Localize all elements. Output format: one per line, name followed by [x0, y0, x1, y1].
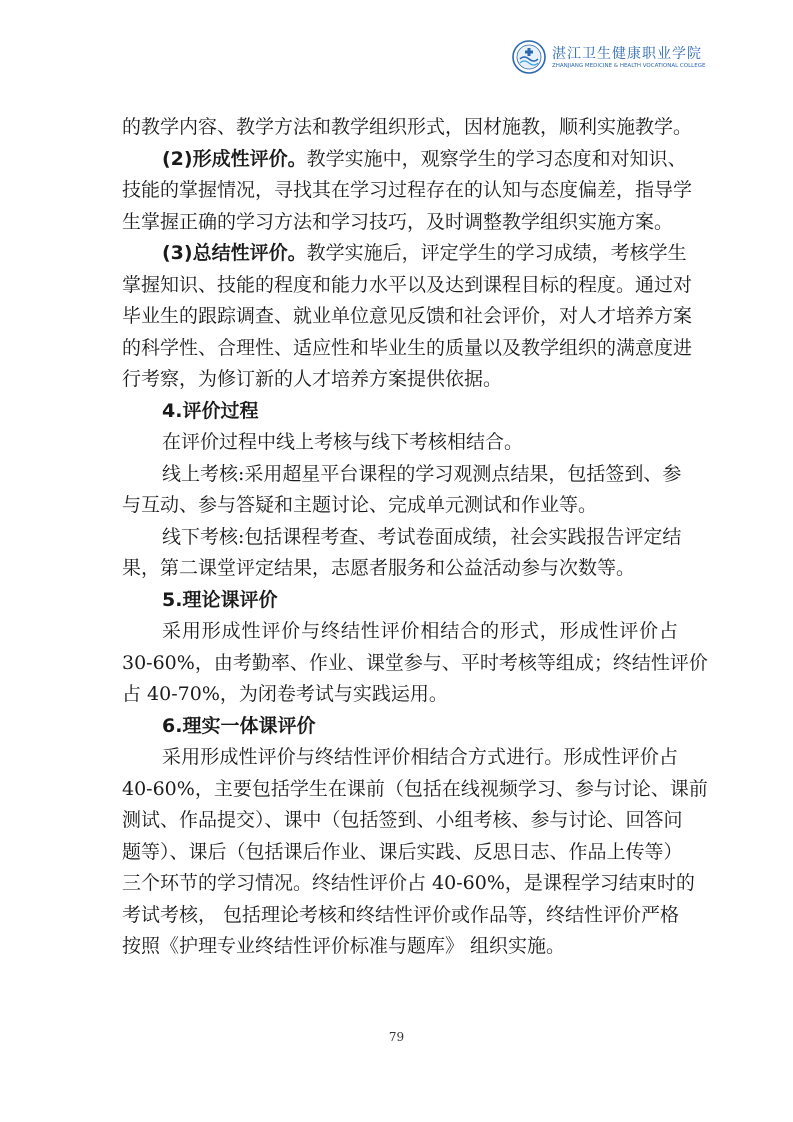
body-line: 掌握知识、技能的程度和能力水平以及达到课程目标的程度。通过对 — [122, 273, 693, 296]
body-line: 在评价过程中线上考核与线下考核相结合。 — [162, 431, 524, 453]
section-heading: 6.理实一体课评价 — [162, 714, 316, 737]
body-line: 线下考核:包括课程考查、考试卷面成绩，社会实践报告评定结 — [162, 525, 682, 548]
page-number: 79 — [388, 1030, 405, 1044]
body-line: 40-60%，主要包括学生在课前（包括在线视频学习、参与讨论、课前 — [122, 777, 708, 800]
body-line: 线上考核:采用超星平台课程的学习观测点结果，包括签到、参 — [162, 462, 682, 485]
body-line — [122, 144, 687, 176]
body-line: 毕业生的跟踪调查、就业单位意见反馈和社会评价，对人才培养方案 — [122, 305, 693, 327]
summative-eval-heading: (3)总结性评价。 — [162, 242, 307, 264]
college-name-cn: 湛江卫生健康职业学院 — [552, 46, 702, 62]
formative-eval-heading: (2)形成性评价。 — [162, 147, 307, 170]
body-line: 按照《护理专业终结性评价标准与题库》 组织实施。 — [122, 935, 566, 957]
body-line: 果，第二课堂评定结果，志愿者服务和公益活动参与次数等。 — [122, 557, 636, 579]
body-line: 行考察，为修订新的人才培养方案提供依据。 — [122, 368, 503, 390]
body-text: 教学实施后，评定学生的学习成绩，考核学生 — [306, 242, 687, 264]
body-text: 教学实施中，观察学生的学习态度和对知识、 — [306, 147, 687, 170]
college-logo — [512, 38, 706, 78]
body-line: 采用形成性评价与终结性评价相结合方式进行。形成性评价占 — [162, 746, 678, 768]
college-name-en: ZHANJIANG MEDICINE & HEALTH VOCATIONAL COLLEGE — [552, 63, 706, 69]
section-heading: 5.理论课评价 — [162, 588, 278, 611]
body-line: 采用形成性评价与终结性评价相结合的形式，形成性评价占 — [162, 620, 678, 642]
body-line: 题等）、课后（包括课后作业、课后实践、反思日志、作品上传等） — [122, 840, 683, 863]
body-line — [122, 238, 687, 270]
body-line: 测试、作品提交）、课中（包括签到、小组考核、参与讨论、回答问 — [122, 809, 683, 831]
body-line: 三个环节的学习情况。终结性评价占 40-60%，是课程学习结束时的 — [122, 872, 695, 894]
section-heading: 4.评价过程 — [162, 399, 259, 422]
body-line: 的科学性、合理性、适应性和毕业生的质量以及教学组织的满意度进 — [122, 336, 693, 359]
body-line: 考试考核， 包括理论考核和终结性评价或作品等，终结性评价严格 — [122, 903, 680, 926]
document-body — [122, 112, 708, 963]
body-line: 与互动、参与答疑和主题讨论、完成单元测试和作业等。 — [122, 494, 598, 516]
body-line: 30-60%，由考勤率、作业、课堂参与、平时考核等组成；终结性评价 — [122, 651, 708, 674]
body-line: 技能的掌握情况，寻找其在学习过程存在的认知与态度偏差，指导学 — [122, 179, 693, 201]
body-line: 的教学内容、教学方法和教学组织形式，因材施教，顺利实施教学。 — [122, 116, 693, 138]
body-line: 生掌握正确的学习方法和学习技巧，及时调整教学组织实施方案。 — [122, 210, 674, 233]
body-line: 占 40-70%，为闭卷考试与实践运用。 — [122, 683, 448, 705]
college-emblem-icon — [512, 40, 546, 74]
